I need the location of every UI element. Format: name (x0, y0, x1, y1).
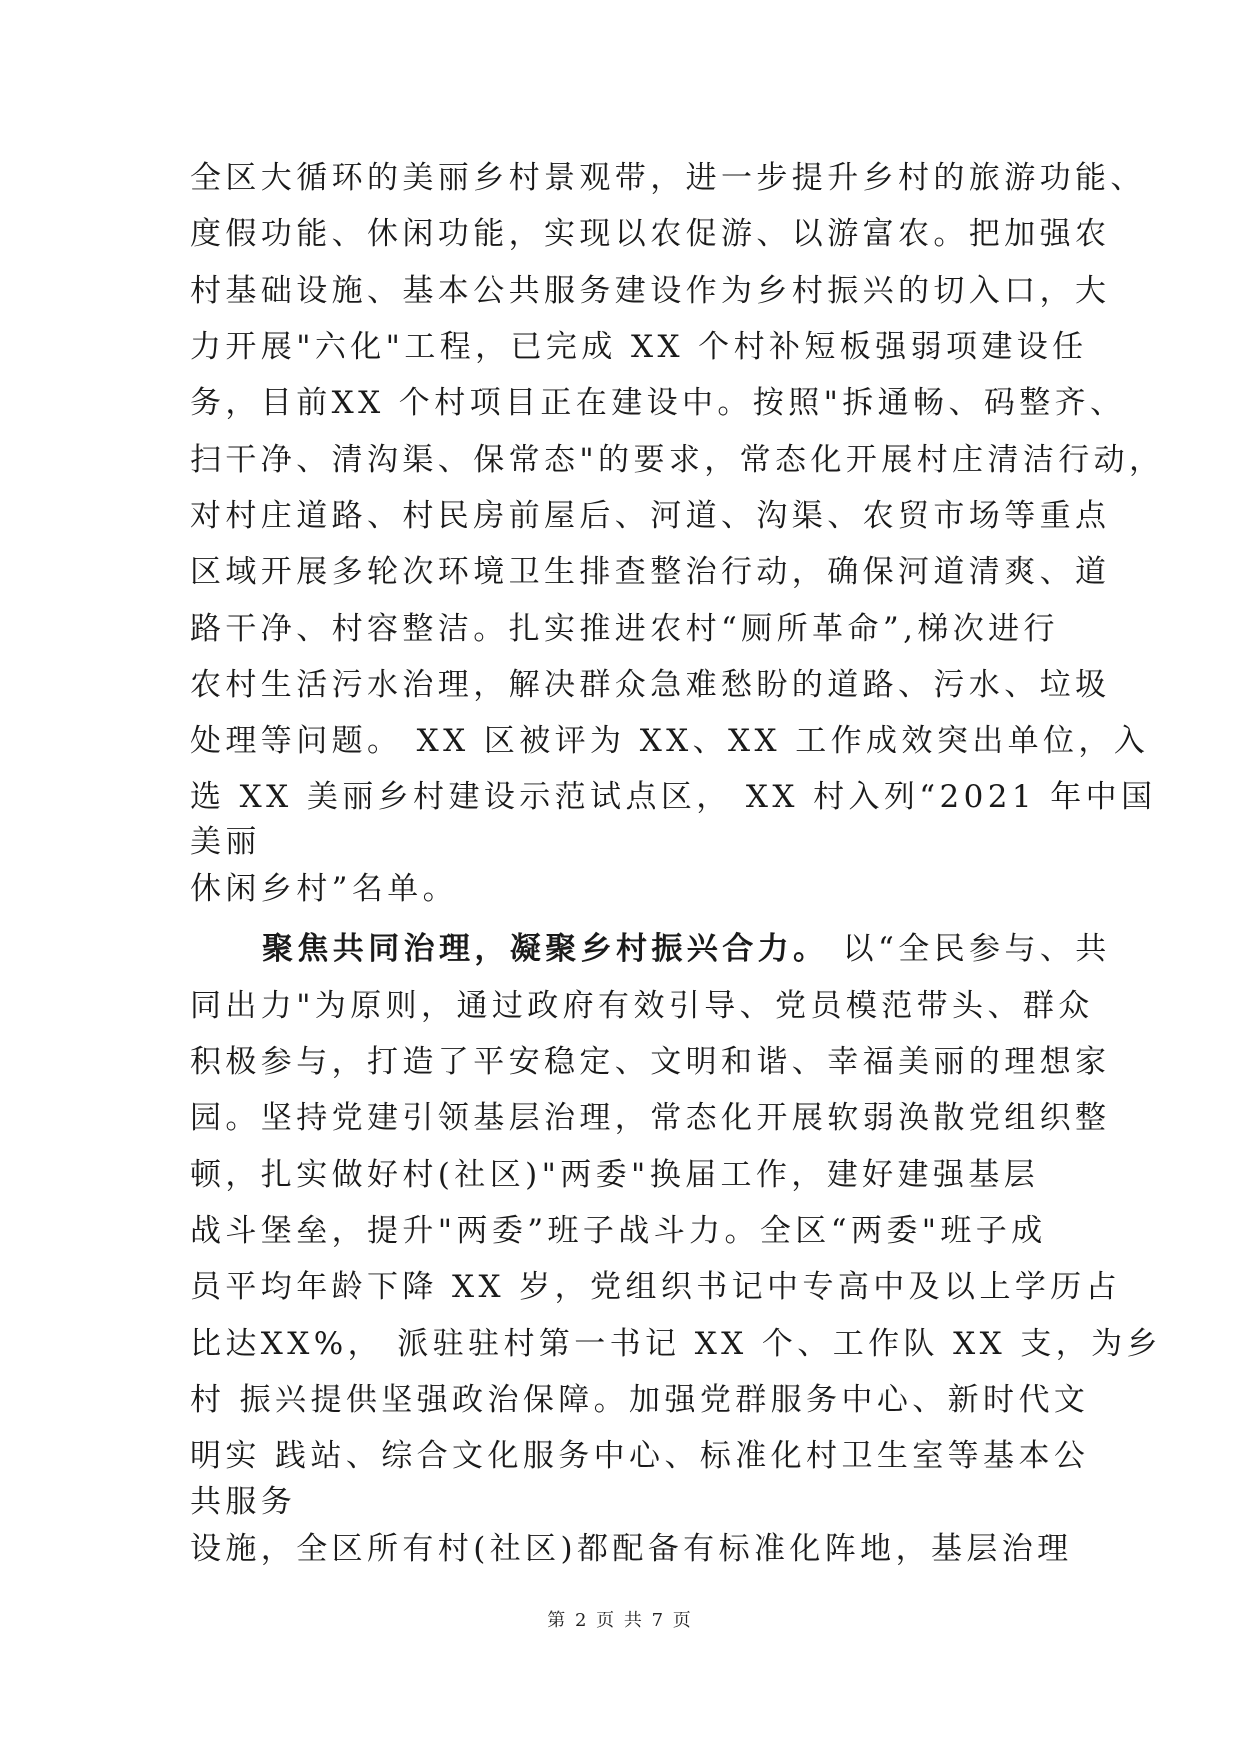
paragraph-line: 员平均年龄下降 XX 岁，党组织书记中专高中及以上学历占 (190, 1269, 1122, 1305)
paragraph-line: 全区大循环的美丽乡村景观带，进一步提升乡村的旅游功能、 (190, 160, 1146, 196)
paragraph-line: 处理等问题。 XX 区被评为 XX、XX 工作成效突出单位，入 (190, 723, 1150, 759)
paragraph-line: 农村生活污水治理，解决群众急难愁盼的道路、污水、垃圾 (190, 667, 1111, 703)
paragraph-line: 休闲乡村”名单。 (190, 871, 459, 907)
paragraph-line: 度假功能、休闲功能，实现以农促游、以游富农。把加强农 (190, 216, 1111, 252)
paragraph-line: 务，目前XX 个村项目正在建设中。按照"拆通畅、码整齐、 (190, 385, 1126, 421)
paragraph-line: 同出力"为原则，通过政府有效引导、党员模范带头、群众 (190, 988, 1094, 1024)
page-number-footer: 第 2 页 共 7 页 (547, 1610, 693, 1631)
paragraph-line: 村基础设施、基本公共服务建设作为乡村振兴的切入口，大 (190, 273, 1111, 309)
paragraph-line: 扫干净、清沟渠、保常态"的要求，常态化开展村庄清洁行动， (190, 442, 1165, 478)
paragraph-first-line (262, 929, 1111, 969)
paragraph-line: 共服务 (190, 1484, 297, 1520)
paragraph-line: 路干净、村容整洁。扎实推进农村“厕所革命”,梯次进行 (190, 611, 1059, 647)
section-heading: 聚焦共同治理，凝聚乡村振兴合力。 (262, 931, 829, 967)
paragraph-line: 对村庄道路、村民房前屋后、河道、沟渠、农贸市场等重点 (190, 498, 1111, 534)
paragraph-line: 园。坚持党建引领基层治理，常态化开展软弱涣散党组织整 (190, 1100, 1111, 1136)
paragraph-line-rest: 以“全民参与、共 (828, 931, 1111, 967)
paragraph-line: 明实 践站、综合文化服务中心、标准化村卫生室等基本公 (190, 1438, 1090, 1474)
paragraph-line: 力开展"六化"工程，已完成 XX 个村补短板强弱项建设任 (190, 329, 1088, 365)
paragraph-line: 比达XX%， 派驻驻村第一书记 XX 个、工作队 XX 支，为乡 (190, 1326, 1162, 1362)
paragraph-line: 美丽 (190, 824, 261, 860)
paragraph-line: 选 XX 美丽乡村建设示范试点区， XX 村入列“2021 年中国 (190, 779, 1157, 815)
paragraph-line: 区域开展多轮次环境卫生排查整治行动，确保河道清爽、道 (190, 554, 1111, 590)
paragraph-line: 战斗堡垒，提升"两委”班子战斗力。全区“两委"班子成 (190, 1213, 1047, 1249)
paragraph-line: 设施，全区所有村(社区)都配备有标准化阵地，基层治理 (190, 1531, 1073, 1567)
paragraph-line: 顿，扎实做好村(社区)"两委"换届工作，建好建强基层 (190, 1157, 1040, 1193)
paragraph-line: 积极参与，打造了平安稳定、文明和谐、幸福美丽的理想家 (190, 1044, 1111, 1080)
paragraph-line: 村 振兴提供坚强政治保障。加强党群服务中心、新时代文 (190, 1382, 1090, 1418)
